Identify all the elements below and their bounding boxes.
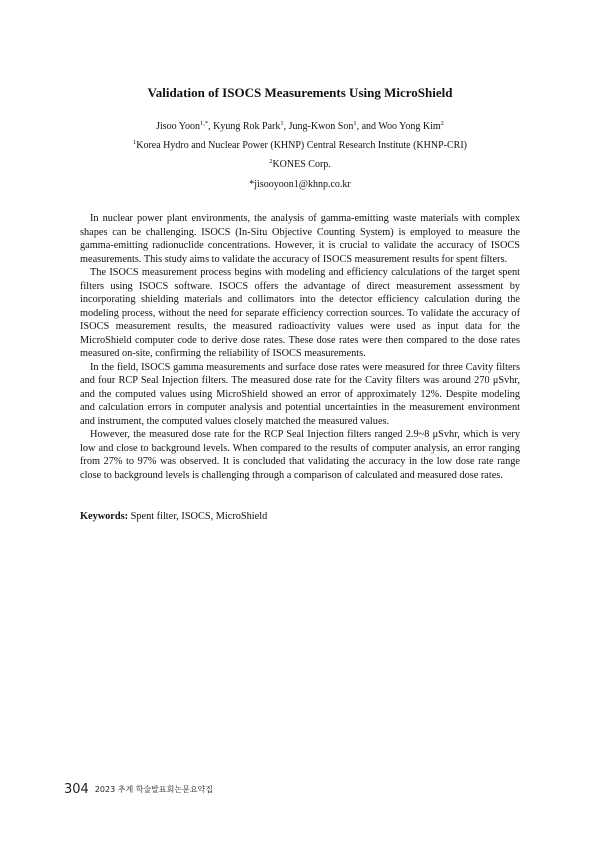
author-name: Kyung Rok Park xyxy=(213,121,281,132)
abstract-paragraph: In the field, ISOCS gamma measurements and surface dose rates were measured for three Cavity filters and four RCP Seal Injection filters. The measured dose rate for the Cavity filters was around 270 μSvhr, and the computed values using MicroShield showed an error of approximately 12%. Despite modeling and calculation errors in computer analysis and potential uncertainties in the measurement environment and instrument, the computed values closely matched the measured values. xyxy=(80,361,520,427)
author-affiliation-marker: 1 xyxy=(353,120,357,127)
corresponding-email: *jisooyoon1@khnp.co.kr xyxy=(249,179,351,190)
author-affiliation-marker: 1,* xyxy=(200,120,209,127)
abstract-paragraph: However, the measured dose rate for the RCP Seal Injection filters ranged 2.9~8 μSvhr, which is very low and close to background levels. When compared to the results of computer analysis, an error ranging from 27% to 97% was observed. It is concluded that validating the accuracy in the low dose rate range close to background levels is challenging through a comparison of calculated and measured dose rates. xyxy=(80,429,520,481)
author-affiliation-marker: 1 xyxy=(280,120,284,127)
keywords-list: Spent filter, ISOCS, MicroShield xyxy=(130,511,268,522)
affiliation-1 xyxy=(0,140,600,151)
affiliation-marker: 2 xyxy=(269,158,273,165)
affiliation-text: Korea Hydro and Nuclear Power (KHNP) Central Research Institute (KHNP-CRI) xyxy=(136,140,467,151)
author-list xyxy=(0,121,600,132)
keywords-label: Keywords: xyxy=(80,511,129,522)
abstract-paragraph: The ISOCS measurement process begins with modeling and efficiency calculations of the target spent filters using ISOCS software. ISOCS offers the advantage of direct measurement assessment by incorporating shielding materials and collimators into the detector efficiency calculation during the modeling process, without the need for separate efficiency correction sources. To validate the accuracy of ISOCS measurement results, the measured radioactivity values were used as input data for the MicroShield computer code to derive dose rates. These dose rates were then compared to the dose rates measured on-site, confirming the reliability of ISOCS measurements. xyxy=(80,267,520,359)
author-separator: , xyxy=(283,121,289,132)
author-affiliation-marker: 2 xyxy=(440,120,444,127)
author-name: Jung-Kwon Son xyxy=(288,121,354,132)
keywords xyxy=(80,511,520,522)
affiliation-marker: 1 xyxy=(133,139,137,146)
author-name: Woo Yong Kim xyxy=(378,121,441,132)
page-footer xyxy=(64,778,213,797)
proceedings-name: 2023 추계 학술발표회논문요약집 xyxy=(94,785,214,794)
affiliation-text: KONES Corp. xyxy=(272,159,331,170)
paper-title: Validation of ISOCS Measurements Using MicroShield xyxy=(147,85,453,100)
author-separator: , and xyxy=(356,121,379,132)
author-name: Jisoo Yoon xyxy=(156,121,201,132)
page-number: 304 xyxy=(64,782,89,797)
affiliation-2 xyxy=(0,159,600,170)
abstract-paragraph: In nuclear power plant environments, the analysis of gamma-emitting waste materials with complex shapes can be challenging. ISOCS (In-Situ Objective Counting System) is employed to measure the gamma-emitting radionuclide concentrations. However, it is crucial to validate the accuracy of ISOCS measurements. This study aims to validate the accuracy of ISOCS measurement results for spent filters. xyxy=(80,213,520,265)
author-separator: , xyxy=(208,121,214,132)
abstract xyxy=(80,212,520,482)
